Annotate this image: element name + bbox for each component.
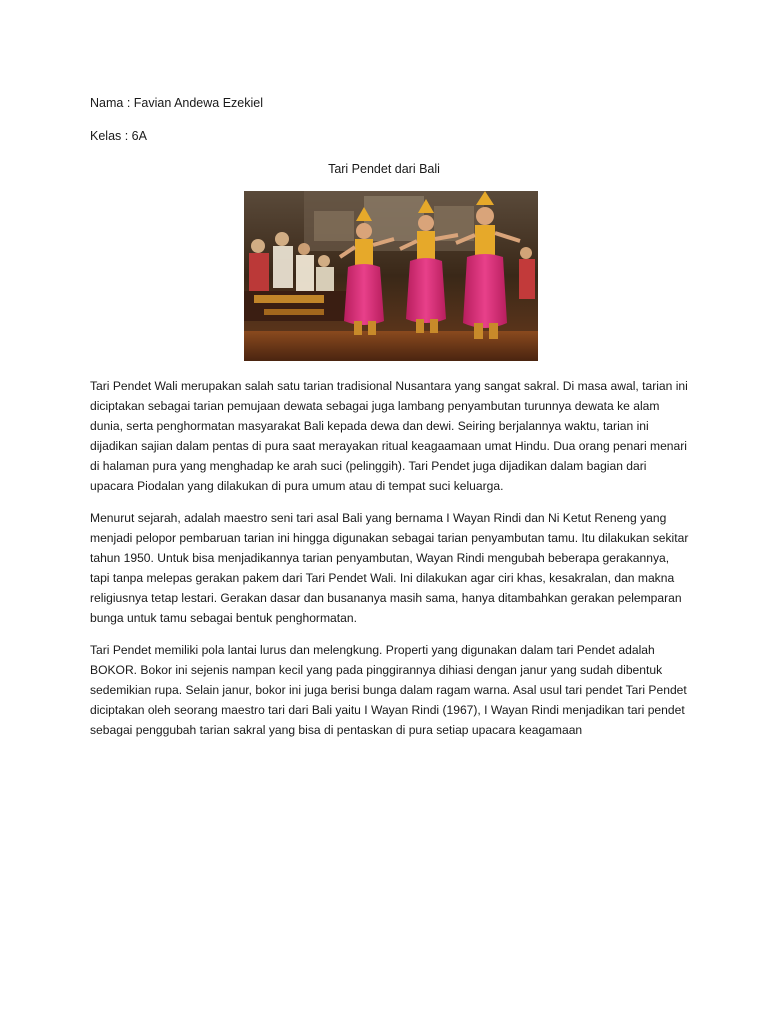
pendet-dancers-photo — [244, 191, 538, 361]
paragraph-3: Tari Pendet memiliki pola lantai lurus dan melengkung. Properti yang digunakan dalam tari Pendet adalah BOKOR. Bokor ini sejenis nampan kecil yang pada pinggirannya dihiasi dengan janur yang sudah dibentuk sedemikian rupa. Selain janur, bokor ini juga berisi bunga dalam ragam warna. Asal usul tari pendet Tari Pendet diciptakan oleh seorang maestro tari dari Bali yaitu I Wayan Rindi (1967), I Wayan Rindi menjadikan tari pendet sebagai penggubah tarian sakral yang bisa di pentaskan di pura setiap upacara keagamaan — [90, 643, 687, 737]
document-title: Tari Pendet dari Bali — [328, 162, 440, 176]
student-name-line: Nama : Favian Andewa Ezekiel — [90, 96, 264, 110]
paragraph-1: Tari Pendet Wali merupakan salah satu tarian tradisional Nusantara yang sangat sakral. Di masa awal, tarian ini diciptakan sebagai tarian pemujaan dewata sebagai juga lambang penyambutan turunnya dewata ke alam dunia, serta penghormatan masyarakat Bali kepada dewa dan dewi. Seiring berjalannya waktu, tarian ini dijadikan sajian dalam pentas di pura saat merayakan ritual keagaamaan umat Hindu. Dua orang penari menari di halaman pura yang menghadap ke arah suci (pelinggih). Tari Pendet juga dijadikan dalam bagian dari upacara Piodalan yang dilakukan di pura umum atau di tempat suci keluarga. — [90, 379, 688, 493]
paragraph-2: Menurut sejarah, adalah maestro seni tari asal Bali yang bernama I Wayan Rindi dan Ni Ketut Reneng yang menjadi pelopor pembaruan tarian ini hingga digunakan sebagai tarian penyambutan tamu. Itu dilakukan sekitar tahun 1950. Untuk bisa menjadikannya tarian penyambutan, Wayan Rindi mengubah beberapa gerakannya, tapi tanpa melepas gerakan pakem dari Tari Pendet Wali. Ini dilakukan agar ciri khas, kesakralan, dan makna religiusnya tetap lestari. Gerakan dasar dan busananya masih sama, hanya ditambahkan gerakan pelemparan bunga untuk tamu sebagai bentuk penghormatan. — [90, 511, 689, 625]
student-class-line: Kelas : 6A — [90, 129, 147, 143]
document-body — [90, 376, 690, 752]
